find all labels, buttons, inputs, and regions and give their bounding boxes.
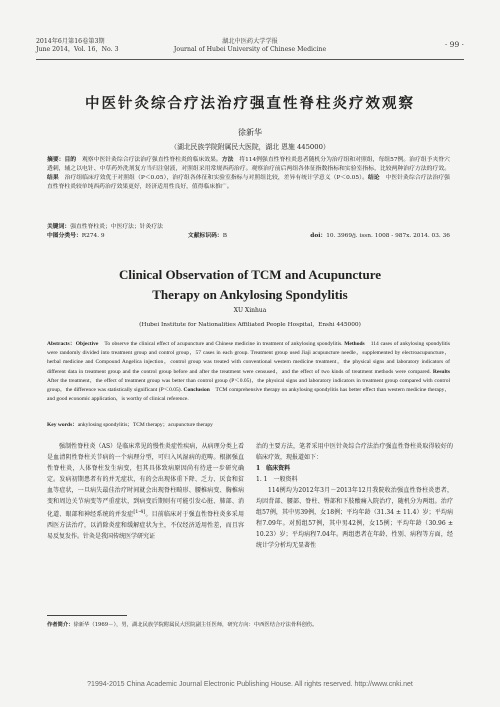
- body-paragraph: 治的主要方法，笔者采用中医针灸综合疗法治疗强直性脊柱炎取得较好的临床疗效，现报道如下：: [256, 443, 453, 461]
- chinese-abstract: 摘要：目的 观察中医针灸综合疗法治疗强直性脊柱炎的临床效果。方法 将114例强直性脊柱炎患者随机分为治疗组和对照组，每组57例。治疗组予夹脊穴透刺，辅之以电针、中草药外洗剂复方当归注射液，对照组采用常规西药治疗。观察治疗前后两组各体征指数指标和实验室指标，比较两种治疗方法的疗效。结果 治疗组临床疗效优于对照组（P＜0.05），治疗组各体征和实验室指标与对照组比较，差异有统计学意义（P＜0.05）。结论 中医针灸综合疗法治疗强直性脊柱炎较单纯西药治疗效果更好，经济适用性良好，值得临床推广。: [47, 157, 450, 190]
- english-affiliation: (Hubei Institute for Nationalities Affiliated People Hospital，Enshi 445000): [139, 322, 361, 328]
- journal-name: 湖北中医药大学学报 Journal of Hubei University of Chinese Medicine: [173, 38, 327, 53]
- english-abstract: Abstracts：Objective To observe the clinical effect of acupuncture and Chinese medicine in treatment of ankylosing spondylitis. Methods 114 cases of ankylosing spondylitis were randomly divided into treatment group and control group，57 cases in each group. Treatment group used Jiaji acupuncture needle，supplemented by electroacupuncture，herbal medicine and Compound Angelica injection，control group was treated with conventional western medicine treatment，the physical signs and laboratory indicators of different data in treatment group and the control group before and after the treatment were censused，and the effect of two kinds of treatment methods were compared. Results After the treatment，the effect of treatment group was better than control group (P＜0.05)，the physical signs and laboratory indicators in treatment group compared with control group，the difference was statistically significant (P＜0.05). Conclusion TCM comprehensive therapy on ankylosing spondylitis has better effect than western medicine therapy，and good economic application，is worthy of clinical reference.: [47, 341, 450, 403]
- body-paragraph: 强制性脊柱炎（AS）是临床常见的慢性炎症性疾病，从病理分类上看是血清阴性脊柱关节病的一个病理分型，可归入风湿病的范畴。根据强直性脊柱炎，人体脊柱发生病变，但其具体致病原因尚有待进一步研究确定。发病初期患者有的并无症状，有的会出现体重下降、乏力、厌食和贫血等症状，一旦病失最佳治疗时间就会出现脊柱畸形、腰椎病变、胸椎病变和周边关节病变等严重症状，到病变后期则有可能引发心脏、肺部、消化道、眼部和神经系统的并发症[1-4]。目前临床对于强直性脊柱炎多采用西医方法治疗，以消除炎症和缓解症状为主，不仅经济适用性差，而且容易反复发作。针灸是我国传统医学研究证: [47, 443, 244, 540]
- english-title: Clinical Observation of TCM and Acupuncture Therapy on Ankylosing Spondylitis: [118, 267, 382, 302]
- section-heading: 1 临床资料: [256, 465, 291, 472]
- english-keywords: Key words：ankylosing spondylitis；TCM therapy；acupuncture therapy: [47, 422, 213, 428]
- body-paragraph: 114例均为2012年3月－2013年12月我院收治强直性脊柱炎患者，均因背部、腰部、脊柱、臀部和下肢酸痛入院治疗，随机分为两组。治疗组57例，其中男39例，女18例；平均年龄（31.34 ± 11.4）岁；平均病程7.09年。对照组57例，其中男42例，女15例；平均年龄（30.96 ± 10.23）岁；平均病程7.04年。两组患者在年龄、性别、病程等方面，经统计学分析均无显著性: [256, 487, 453, 549]
- chinese-meta: [47, 223, 450, 241]
- running-header: [36, 38, 464, 60]
- copyright-notice: ?1994-2015 China Academic Journal Electronic Publishing House. All rights reserved. http://www.cnki.net: [87, 681, 413, 688]
- body-column-left: [47, 441, 244, 542]
- issue-info: 2014年6月第16卷第3期 June 2014，Vol. 16，No. 3: [36, 38, 119, 53]
- body-column-right: [256, 441, 453, 551]
- author-footnote: 作者简介：徐新华（1969－），男，湖北民族学院附属民大医院副主任医师，研究方向：中西医结合疗法骨科创伤。: [47, 622, 318, 628]
- chinese-author: 徐新华: [238, 128, 262, 137]
- chinese-title: 中医针灸综合疗法治疗强直性脊柱炎疗效观察: [85, 95, 415, 112]
- header-rule: [36, 59, 464, 60]
- subsection-heading: 1. 1 一般资料: [256, 476, 298, 483]
- chinese-affiliation: （湖北民族学院附属民大医院，湖北 恩施 445000）: [170, 143, 330, 151]
- page-number: · 99 ·: [444, 40, 464, 49]
- english-author: XU Xinhua: [233, 307, 267, 314]
- footnote-rule: [47, 615, 127, 616]
- classification-line: 中图分类号：R274. 9 文献标识码：B doi：10. 3969/j. issn. 1008 - 987x. 2014. 03. 36: [47, 233, 450, 239]
- chinese-keywords: 关键词：强直性脊柱炎；中医疗法；针灸疗法: [47, 224, 163, 230]
